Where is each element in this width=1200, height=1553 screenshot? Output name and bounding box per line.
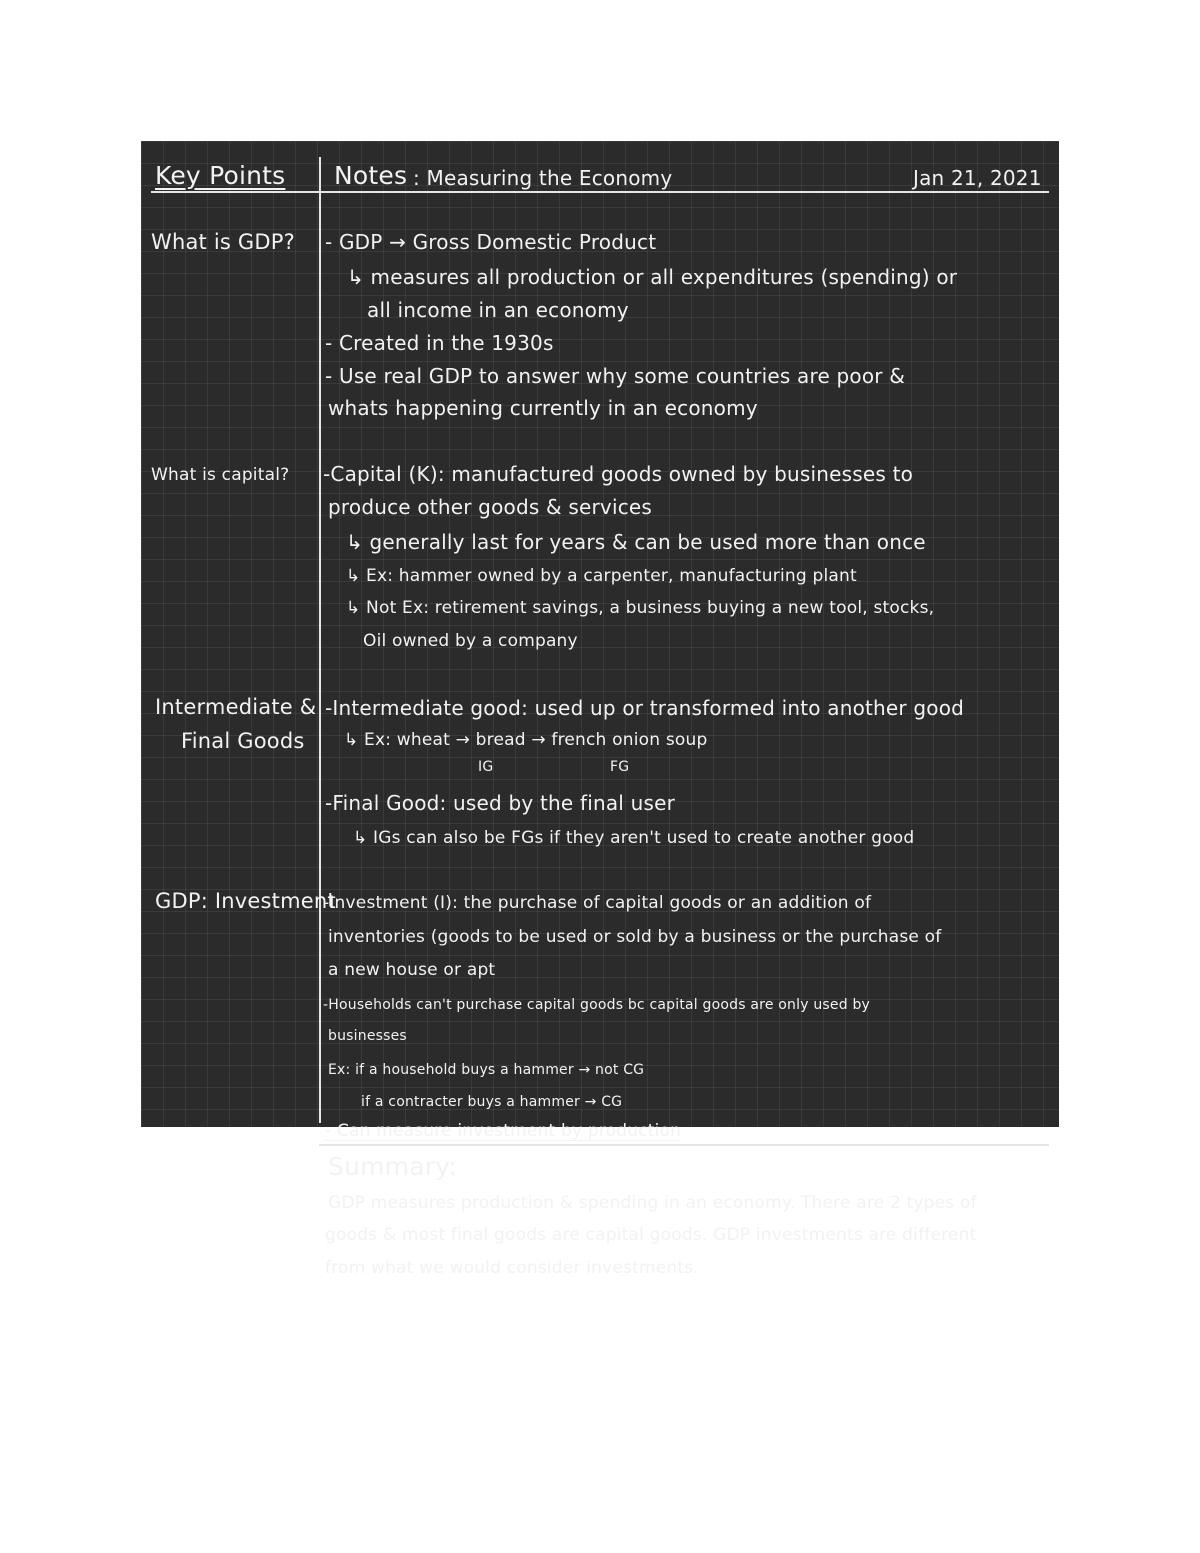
goods-line-1: -Intermediate good: used up or transformed into another good (325, 696, 965, 720)
notes-label: Notes (334, 161, 408, 190)
capital-line-3: ↳ generally last for years & can be used more than once (346, 530, 926, 554)
goods-ig-label: IG (478, 759, 494, 775)
investment-line-1: -Investment (I): the purchase of capital goods or an addition of (323, 893, 872, 913)
key-what-is-gdp: What is GDP? (151, 230, 295, 254)
summary-divider (319, 1144, 1049, 1146)
gdp-line-6: whats happening currently in an economy (328, 396, 758, 420)
investment-line-7: if a contracter buys a hammer → CG (361, 1094, 623, 1110)
goods-line-4: ↳ IGs can also be FGs if they aren't used to create another good (353, 828, 915, 848)
notes-date: Jan 21, 2021 (913, 166, 1042, 190)
capital-line-2: produce other goods & services (328, 495, 653, 519)
capital-line-4: ↳ Ex: hammer owned by a carpenter, manufacturing plant (346, 566, 857, 586)
investment-line-4: -Households can't purchase capital goods bc capital goods are only used by (323, 997, 871, 1013)
goods-line-2: ↳ Ex: wheat → bread → french onion soup (344, 730, 708, 750)
gdp-line-3: all income in an economy (367, 298, 629, 322)
gdp-line-5: - Use real GDP to answer why some countries are poor & (325, 364, 906, 388)
investment-line-2: inventories (goods to be used or sold by a business or the purchase of (328, 927, 942, 947)
capital-line-5: ↳ Not Ex: retirement savings, a business buying a new tool, stocks, (346, 598, 935, 618)
key-points-heading: Key Points (155, 161, 286, 190)
summary-heading: Summary: (328, 1152, 458, 1181)
capital-line-1: -Capital (K): manufactured goods owned by businesses to (323, 462, 914, 486)
investment-line-6: Ex: if a household buys a hammer → not CG (328, 1062, 645, 1078)
gdp-line-1: - GDP → Gross Domestic Product (325, 230, 657, 254)
key-final-goods: Final Goods (181, 729, 305, 753)
notes-sheet (141, 141, 1059, 1278)
investment-line-5: businesses (328, 1028, 407, 1044)
gdp-line-4: - Created in the 1930s (325, 331, 554, 355)
investment-line-3: a new house or apt (328, 960, 496, 980)
column-divider (319, 157, 321, 1123)
summary-line-1: GDP measures production & spending in an economy. There are 2 types of (328, 1193, 977, 1213)
summary-line-3: from what we would consider investments. (325, 1258, 699, 1278)
investment-line-8: - Can measure investment by production (325, 1121, 682, 1141)
gdp-line-2: ↳ measures all production or all expenditures (spending) or (347, 265, 958, 289)
key-gdp-investment: GDP: Investment (155, 889, 336, 913)
header-divider (151, 191, 1049, 193)
goods-line-3: -Final Good: used by the final user (325, 791, 676, 815)
notes-title: : Measuring the Economy (413, 166, 673, 190)
summary-line-2: goods & most final goods are capital goods. GDP investments are different (325, 1225, 977, 1245)
key-what-is-capital: What is capital? (151, 465, 290, 485)
capital-line-6: Oil owned by a company (363, 631, 578, 651)
key-intermediate: Intermediate & (155, 695, 317, 719)
goods-fg-label: FG (610, 759, 630, 775)
